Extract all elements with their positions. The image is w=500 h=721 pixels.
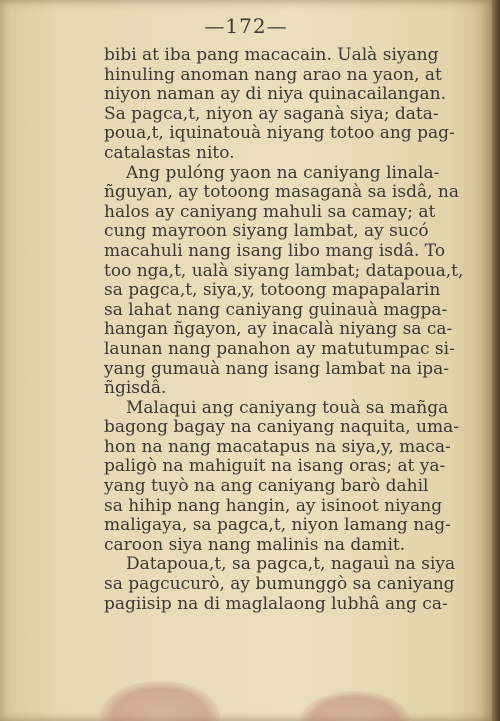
thumb-shadow-right — [300, 691, 410, 721]
text-line: paligò na mahiguit na isang oras; at ya- — [104, 457, 446, 477]
text-line: yang tuyò na ang caniyang barò dahil — [104, 477, 429, 497]
text-line: sa pagcucurò, ay bumunggò sa caniyang — [104, 575, 455, 595]
text-line: Sa pagca,t, niyon ay saganà siya; data- — [104, 104, 439, 124]
text-line: hangan ñgayon, ay inacalà niyang sa ca- — [104, 320, 453, 340]
text-line: sa lahat nang caniyang guinauà magpa- — [104, 300, 448, 320]
text-line: poua,t, iquinatouà niyang totoo ang pag- — [104, 124, 455, 144]
text-line: bibi at iba pang macacain. Ualà siyang — [104, 46, 439, 65]
text-line: ñgisdâ. — [104, 379, 167, 399]
text-line: too nga,t, ualà siyang lambat; datapoua,t, — [104, 261, 464, 281]
paragraph-1 — [104, 46, 482, 164]
page-text — [104, 46, 482, 614]
text-line: hon na nang macatapus na siya,y, maca- — [104, 437, 451, 457]
text-line: pagiisip na di maglalaong lubhâ ang ca- — [104, 594, 448, 614]
paragraph-3 — [104, 399, 482, 556]
text-line: hinuling anoman nang arao na yaon, at — [104, 65, 442, 85]
page-number: —172— — [204, 14, 288, 38]
text-line: bagong bagay na caniyang naquita, uma- — [104, 418, 459, 438]
text-line: halos ay caniyang mahuli sa camay; at — [104, 202, 436, 222]
book-edge — [492, 0, 500, 721]
text-line: cung mayroon siyang lambat, ay sucó — [104, 222, 429, 242]
text-line: macahuli nang isang libo mang isdâ. To — [104, 241, 446, 261]
text-line: sa pagca,t, siya,y, totoong mapapalarin — [104, 281, 441, 301]
text-line: niyon naman ay di niya quinacailangan. — [104, 85, 447, 105]
thumb-shadow-left — [100, 681, 220, 721]
text-line: caroon siya nang malinis na damit. — [104, 535, 406, 555]
text-line: yang gumauà nang isang lambat na ipa- — [104, 359, 450, 379]
text-line: maligaya, sa pagca,t, niyon lamang nag- — [104, 516, 451, 536]
text-line: sa hihip nang hangin, ay isinoot niyang — [104, 496, 443, 516]
text-line: launan nang panahon ay matutumpac si- — [104, 339, 455, 359]
text-line: Datapoua,t, sa pagca,t, nagauì na siya — [126, 555, 456, 575]
paragraph-4 — [104, 555, 482, 614]
text-line: ñguyan, ay totoong masaganà sa isdâ, na — [104, 183, 459, 203]
paragraph-2 — [104, 164, 482, 399]
text-line: Malaqui ang caniyang touà sa mañga — [126, 398, 449, 418]
text-line: Ang pulóng yaon na caniyang linala- — [126, 163, 440, 183]
text-line: catalastas nito. — [104, 143, 235, 163]
